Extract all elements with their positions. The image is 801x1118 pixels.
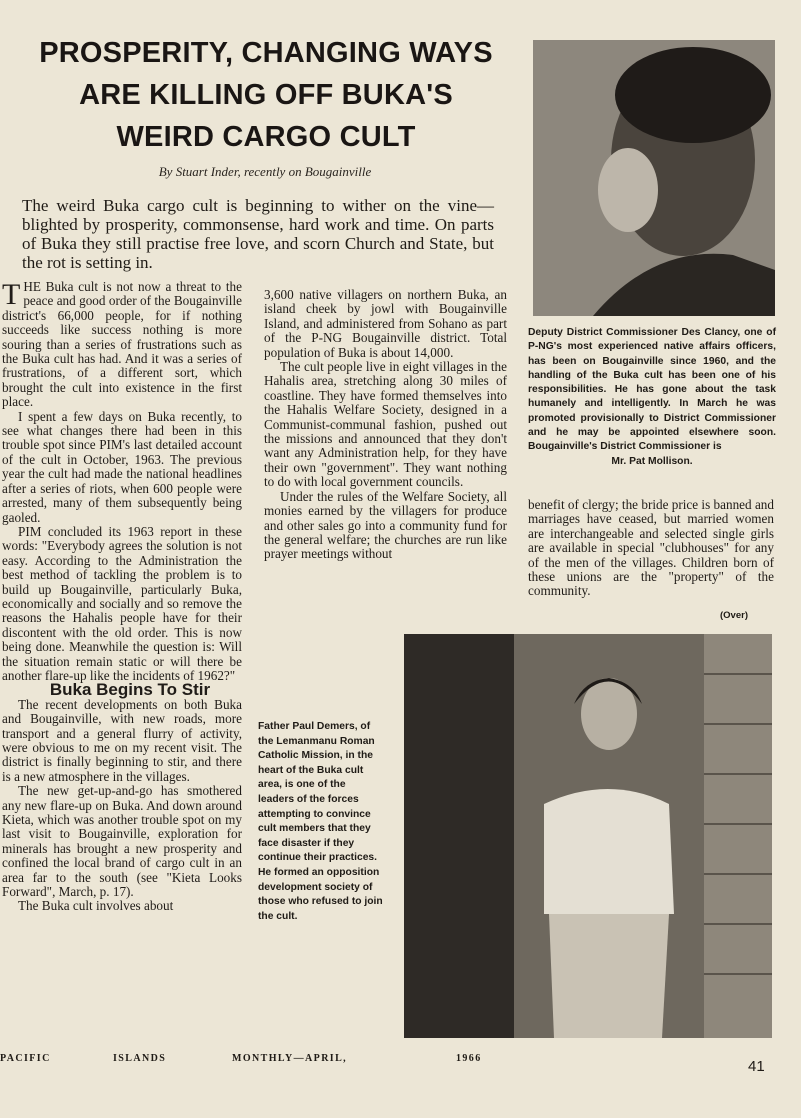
article-column-2 (264, 288, 507, 562)
page-number: 41 (748, 1058, 765, 1075)
paragraph: The recent developments on both Buka and Bougainville, with new roads, more transport and a general flurry of activity, were obvious to me on my recent visit. The district is finally beginning to stir, and there is a new atmosphere in the villages. (2, 696, 242, 784)
standfirst: The weird Buka cargo cult is beginning to wither on the vine—blighted by prosperity, commonsense, hard work and time. On parts of Buka they still practise free love, and scorn Church and State, but the rot is setting in. (22, 196, 494, 272)
footer-publication-word-3: MONTHLY—APRIL, (232, 1053, 348, 1064)
photo-caption-clancy: Deputy District Commissioner Des Clancy, one of P-NG's most experienced native affairs officers, has been on Bougainville since 1960, and the handling of the Buka cult has been one of his responsibilities. He has gone about the task humanely and intelligently. In March he was promoted provisionally to District Commissioner and he may be appointed elsewhere soon. Bougainville's District Commissioner is Mr. Pat Mollison. (528, 327, 776, 467)
paragraph: 3,600 native villagers on northern Buka, an island cheek by jowl with Bougainville Island, and administered from Sohano as part of the P-NG Bougainville district. Total population of Buka is about 14,000. (264, 287, 507, 360)
paragraph: I spent a few days on Buka recently, to see what changes there had been in this trouble spot since PIM's last detailed account of the cult in October, 1963. The previous year the cult had made the national headlines after a series of riots, when 600 people were arrested, many of them subsequently being gaoled. (2, 408, 242, 525)
byline: By Stuart Inder, recently on Bougainville (158, 164, 372, 179)
article-column-3 (528, 498, 774, 599)
paragraph: The Buka cult involves about (18, 898, 174, 914)
paragraph: benefit of clergy; the bride price is banned and marriages have ceased, but married women are interchangeable and selected single girls are available in special "clubhouses" for any of the men of the villages. Children born of these unions are the "property" of the community. (528, 497, 774, 599)
photo-caption-demers: Father Paul Demers, of the Lemanmanu Roman Catholic Mission, in the heart of the Buka cult area, is one of the leaders of the forces attempting to convince cult members that they face disaster if they continue their practices. He formed an opposition development society of those who refused to join the cult. (258, 721, 383, 922)
footer-publication-word-2: ISLANDS (113, 1053, 167, 1064)
paragraph: The new get-up-and-go has smothered any new flare-up on Buka. And down around Kieta, which was another trouble spot on my last visit to Bougainville, exploration for minerals has brought a new prosperity and confined the local brand of cargo cult in an area far to the south (see "Kieta Looks Forward", March, p. 17). (2, 783, 242, 900)
drop-cap: T (2, 278, 21, 311)
paragraph: THE Buka cult is not now a threat to the peace and good order of the Bougainville district's 66,000 people, for if nothing succeeds like success nothing is more souring than a series of frustrations such as the Buka cult has had. And it was a series of frustrations, of a different sort, which brought the cult into existence in the first place. (2, 278, 242, 410)
paragraph: PIM concluded its 1963 report in these words: "Everybody agrees the solution is not easy. According to the Administration the best method of tackling the problem is to build up Bougainville, particularly Buka, economically and socially and so remove the reasons the Hahalis people have for their discontent with the old order. This is now being done. Meanwhile the question is: Will the situation remain static or will there be another flare-up like the incidents of 1962?" (2, 523, 242, 683)
paragraph: Under the rules of the Welfare Society, all monies earned by the villagers for produce and other sales go into a community fund for the general welfare; the churches are run like prayer meetings without (264, 488, 507, 562)
continued-marker: (Over) (720, 610, 748, 621)
footer-year: 1966 (456, 1053, 482, 1064)
priest-photo (404, 634, 772, 1038)
headline-line-3: WEIRD CARGO CULT (116, 121, 416, 153)
portrait-photo (533, 40, 775, 316)
headline-line-1: PROSPERITY, CHANGING WAYS (39, 37, 493, 69)
headline (10, 32, 522, 158)
headline-line-2: ARE KILLING OFF BUKA'S (79, 79, 453, 111)
paragraph: The cult people live in eight villages in the Hahalis area, stretching along 30 miles of coastline. They have formed themselves into the Hahalis Welfare Society, designed in a Communist-communal fashion, pushed out the missions and announced that they don't want any Administration help, for they have their own "government". They want nothing to do with local government councils. (264, 359, 507, 490)
footer-publication-word-1: PACIFIC (0, 1053, 51, 1064)
subheading: Buka Begins To Stir (49, 680, 211, 700)
article-column-1 (2, 280, 242, 914)
